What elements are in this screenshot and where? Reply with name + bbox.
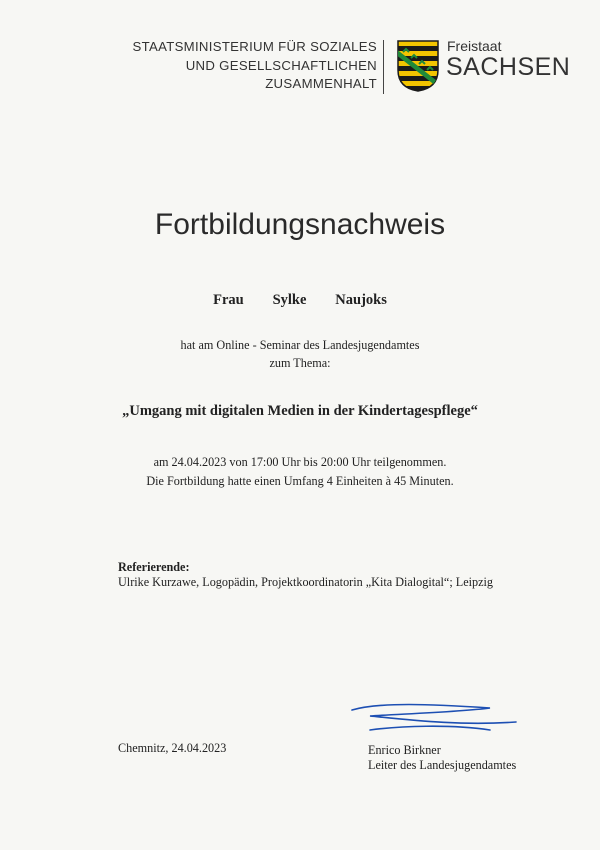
scope-line: Die Fortbildung hatte einen Umfang 4 Einheiten à 45 Minuten. [146,474,454,488]
header-divider [383,40,384,94]
state-label-large: SACHSEN [446,53,571,81]
ministry-line-3: ZUSAMMENHALT [265,76,377,91]
speakers-label: Referierende: [118,560,190,574]
place-and-date: Chemnitz, 24.04.2023 [118,741,227,755]
intro-line-1: hat am Online - Seminar des Landesjugendamtes [180,338,420,352]
recipient-name: Frau Sylke Naujoks [213,292,387,308]
saxony-coat-of-arms-icon [397,40,439,92]
signer-title: Leiter des Landesjugendamtes [368,758,517,772]
ministry-line-2: UND GESELLSCHAFTLICHEN [185,57,377,73]
ministry-line-1: STAATSMINISTERIUM FÜR SOZIALES [132,39,377,54]
certificate-title: Fortbildungsnachweis [154,208,446,241]
date-line: am 24.04.2023 von 17:00 Uhr bis 20:00 Uhr teilgenommen. [153,455,447,469]
speakers-text: Ulrike Kurzawe, Logopädin, Projektkoordinatorin „Kita Dialogital“; Leipzig [118,575,493,589]
seminar-topic: „Umgang mit digitalen Medien in der Kindertagespflege“ [122,403,478,419]
intro-line-2: zum Thema: [269,356,331,370]
ministry-name [133,38,377,94]
state-label-small: Freistaat [447,38,502,54]
signer-name: Enrico Birkner [368,743,441,757]
